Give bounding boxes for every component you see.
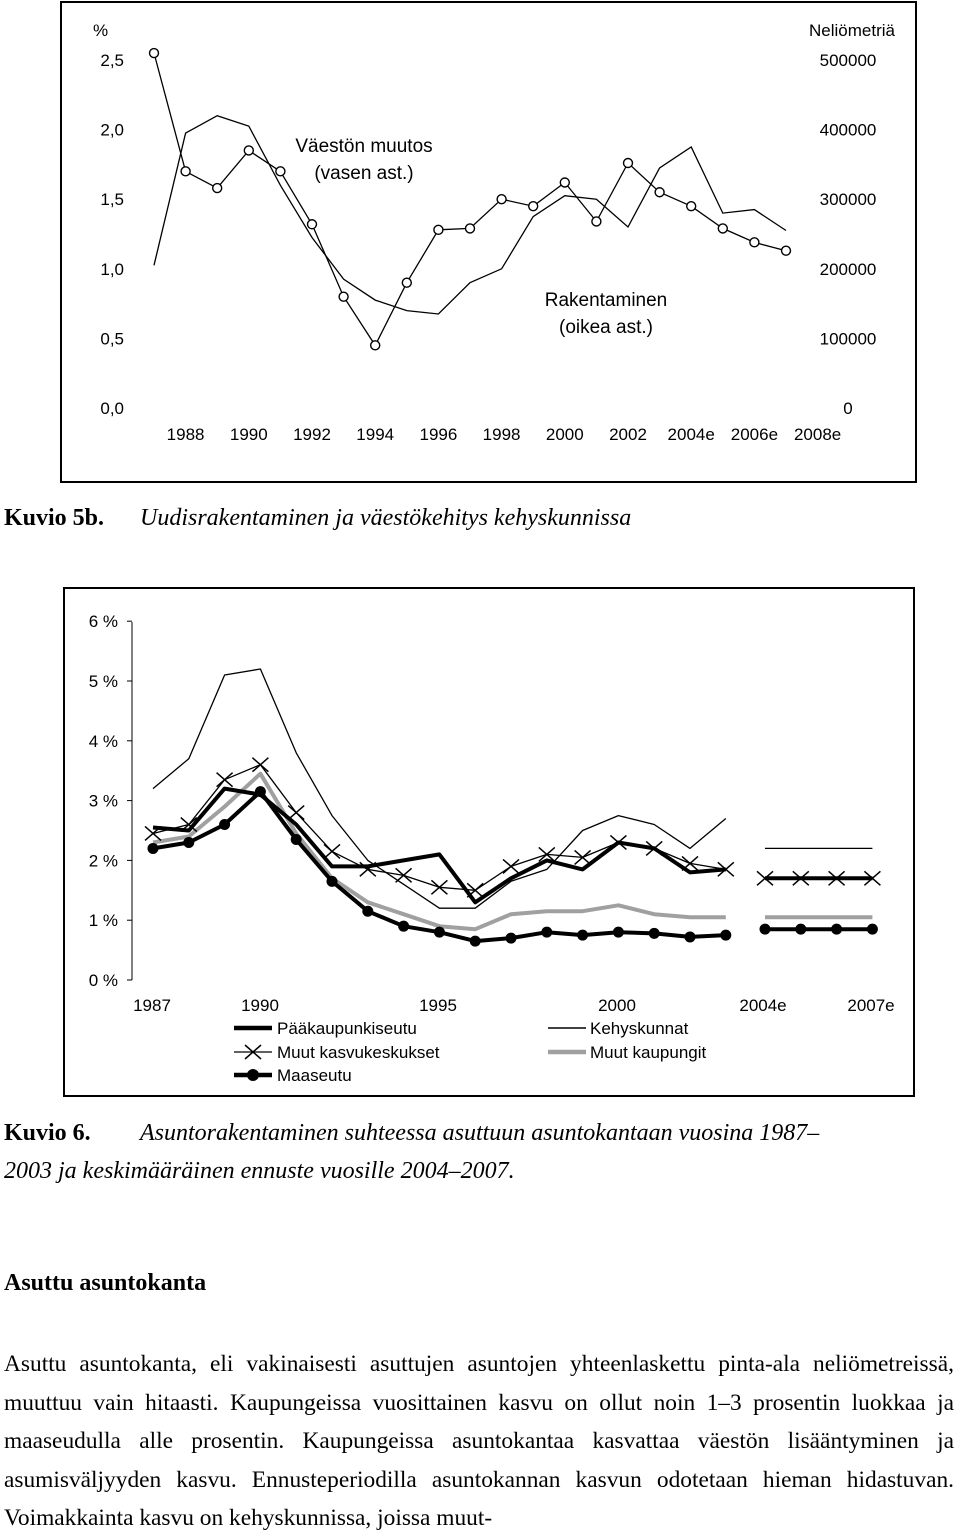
data-point-vaeston-muutos	[402, 278, 411, 287]
legend-item-muut-kaupungit	[548, 1043, 707, 1062]
data-point-vaeston-muutos	[750, 238, 759, 247]
filled-circle-marker-icon	[247, 1069, 259, 1081]
legend-item-muut-kasvukeskukset	[234, 1043, 440, 1062]
data-point-vaeston-muutos	[497, 195, 506, 204]
right-tick-label: 100000	[819, 329, 877, 349]
data-point-vaeston-muutos	[213, 184, 222, 193]
annotation-construction-line2: (oikea ast.)	[559, 317, 653, 338]
data-point-maaseutu	[148, 843, 159, 854]
x-tick-label: 2000	[598, 996, 636, 1015]
x-tick-label: 2000	[545, 425, 584, 444]
y-tick-label: 4 %	[88, 731, 118, 751]
data-point-maaseutu	[327, 876, 338, 887]
data-point-maaseutu	[649, 928, 660, 939]
series-line-muut-kasvukeskukset	[153, 765, 726, 891]
y-tick-label: 1 %	[88, 911, 118, 931]
series-line-vaeston-muutos	[154, 53, 786, 345]
legend-item-maaseutu	[234, 1066, 352, 1085]
data-point-maaseutu	[470, 936, 481, 947]
data-point-muut-kasvukeskukset	[217, 773, 233, 787]
figure-5b-caption	[4, 499, 954, 537]
caption-text-line2: 2003 ja keskimääräinen ennuste vuosille 2004–2007.	[4, 1158, 515, 1184]
data-point-maaseutu	[434, 927, 445, 938]
data-point-vaeston-muutos	[466, 224, 475, 233]
x-tick-label: 2004e	[739, 996, 787, 1015]
data-point-maaseutu	[867, 924, 878, 935]
x-tick-label: 1995	[419, 996, 457, 1015]
series-line-kehyskunnat	[153, 669, 726, 908]
data-point-maaseutu	[541, 927, 552, 938]
caption-text: Uudisrakentaminen ja väestökehitys kehyskunnissa	[140, 505, 632, 531]
figure-6-chart	[0, 586, 960, 1106]
y-tick-label: 2 %	[88, 851, 118, 871]
data-point-maaseutu	[685, 931, 696, 942]
data-point-maaseutu	[613, 927, 624, 938]
data-point-maaseutu	[720, 930, 731, 941]
data-point-vaeston-muutos	[244, 146, 253, 155]
data-point-maaseutu	[291, 834, 302, 845]
legend-label: Pääkaupunkiseutu	[277, 1019, 417, 1038]
data-point-vaeston-muutos	[371, 341, 380, 350]
annotation-construction-line1: Rakentaminen	[544, 290, 668, 311]
caption-label: Kuvio 6.	[4, 1120, 91, 1146]
data-point-vaeston-muutos	[687, 202, 696, 211]
series-line-paakaupunkiseutu	[153, 789, 726, 903]
x-tick-label: 2007e	[847, 996, 895, 1015]
x-tick-label: 1990	[229, 425, 268, 444]
left-tick-label: 0,5	[100, 329, 124, 349]
body-paragraph: Asuttu asuntokanta, eli vakinaisesti asuttujen asuntojen yhteenlaskettu pinta-ala neliömetreissä, muuttuu vain hitaasti. Kaupungeissa vuosittainen kasvu on ollut noin 1–3 prosentin luokkaa ja maaseudulla alle prosentin. Kaupungeissa asuntokantaa kasvattaa väestön lisääntyminen ja asumisväljyyden kasvu. Ennusteperiodilla asuntokannan kasvun odotetaan hieman hidastuvan. Voimakkainta kasvu on kehyskunnissa, joissa muut-	[4, 1351, 954, 1531]
x-tick-label: 1998	[482, 425, 521, 444]
x-tick-label: 1996	[419, 425, 458, 444]
data-point-vaeston-muutos	[624, 159, 633, 168]
data-point-maaseutu	[398, 921, 409, 932]
right-tick-label: 300000	[819, 190, 877, 210]
x-tick-label: 1992	[293, 425, 331, 444]
data-point-vaeston-muutos	[339, 292, 348, 301]
left-tick-label: 0,0	[100, 399, 124, 418]
data-point-vaeston-muutos	[181, 167, 190, 176]
legend-label: Kehyskunnat	[590, 1019, 689, 1038]
legend-label: Muut kasvukeskukset	[277, 1043, 440, 1062]
data-point-maaseutu	[577, 930, 588, 941]
series-line-maaseutu	[153, 792, 726, 942]
figure-6-caption	[4, 1114, 954, 1190]
annotation-population-line2: (vasen ast.)	[314, 163, 414, 184]
data-point-muut-kasvukeskukset	[396, 868, 412, 882]
y-tick-label: 5 %	[88, 672, 118, 691]
data-point-vaeston-muutos	[718, 224, 727, 233]
data-point-muut-kasvukeskukset	[252, 758, 268, 772]
x-tick-label: 2002	[609, 425, 647, 444]
data-point-maaseutu	[362, 906, 373, 917]
left-axis-unit: %	[93, 21, 109, 40]
x-tick-label: 1987	[133, 996, 171, 1015]
data-point-muut-kasvukeskukset	[324, 844, 340, 858]
data-point-vaeston-muutos	[308, 220, 317, 229]
x-tick-label: 1994	[356, 425, 395, 444]
section-heading: Asuttu asuntokanta	[4, 1270, 207, 1296]
right-tick-label: 500000	[819, 51, 877, 70]
right-tick-label: 0	[843, 399, 853, 418]
left-tick-label: 2,5	[100, 51, 124, 70]
y-tick-label: 0 %	[88, 971, 118, 990]
data-point-muut-kasvukeskukset	[503, 859, 519, 873]
right-axis-unit: Neliömetriä	[809, 21, 895, 40]
legend-item-kehyskunnat	[548, 1019, 689, 1038]
legend	[234, 1019, 707, 1085]
left-tick-label: 1,5	[100, 190, 124, 210]
data-point-vaeston-muutos	[529, 202, 538, 211]
data-point-vaeston-muutos	[655, 188, 664, 197]
data-point-vaeston-muutos	[592, 217, 601, 226]
left-tick-label: 1,0	[100, 259, 124, 279]
data-point-vaeston-muutos	[434, 225, 443, 234]
x-tick-label: 2004e	[667, 425, 715, 444]
right-tick-label: 400000	[819, 120, 877, 140]
series-line-muut-kaupungit	[153, 774, 726, 930]
x-tick-label: 1988	[166, 425, 205, 444]
data-point-maaseutu	[219, 819, 230, 830]
data-point-maaseutu	[795, 924, 806, 935]
x-tick-label: 2008e	[793, 425, 842, 444]
left-tick-label: 2,0	[100, 120, 124, 140]
legend-label: Maaseutu	[277, 1066, 352, 1085]
y-tick-label: 3 %	[88, 791, 118, 811]
data-point-maaseutu	[183, 837, 194, 848]
x-tick-label: 1990	[241, 996, 279, 1015]
y-tick-label: 6 %	[88, 612, 118, 632]
data-point-maaseutu	[506, 933, 517, 944]
data-point-maaseutu	[255, 786, 266, 797]
chart-frame	[61, 2, 916, 482]
legend-item-paakaupunkiseutu	[234, 1019, 417, 1038]
data-point-vaeston-muutos	[560, 178, 569, 187]
caption-text-line1: Asuntorakentaminen suhteessa asuttuun asuntokantaan vuosina 1987–	[140, 1120, 820, 1146]
figure-5b-chart	[0, 0, 960, 490]
legend-label: Muut kaupungit	[590, 1043, 707, 1062]
caption-label: Kuvio 5b.	[4, 505, 105, 531]
data-point-vaeston-muutos	[276, 167, 285, 176]
data-point-maaseutu	[831, 924, 842, 935]
x-tick-label: 2006e	[730, 425, 779, 444]
data-point-maaseutu	[760, 924, 771, 935]
right-tick-label: 200000	[819, 259, 877, 279]
annotation-population-line1: Väestön muutos	[295, 136, 433, 157]
data-point-vaeston-muutos	[782, 246, 791, 255]
data-point-vaeston-muutos	[150, 49, 159, 58]
